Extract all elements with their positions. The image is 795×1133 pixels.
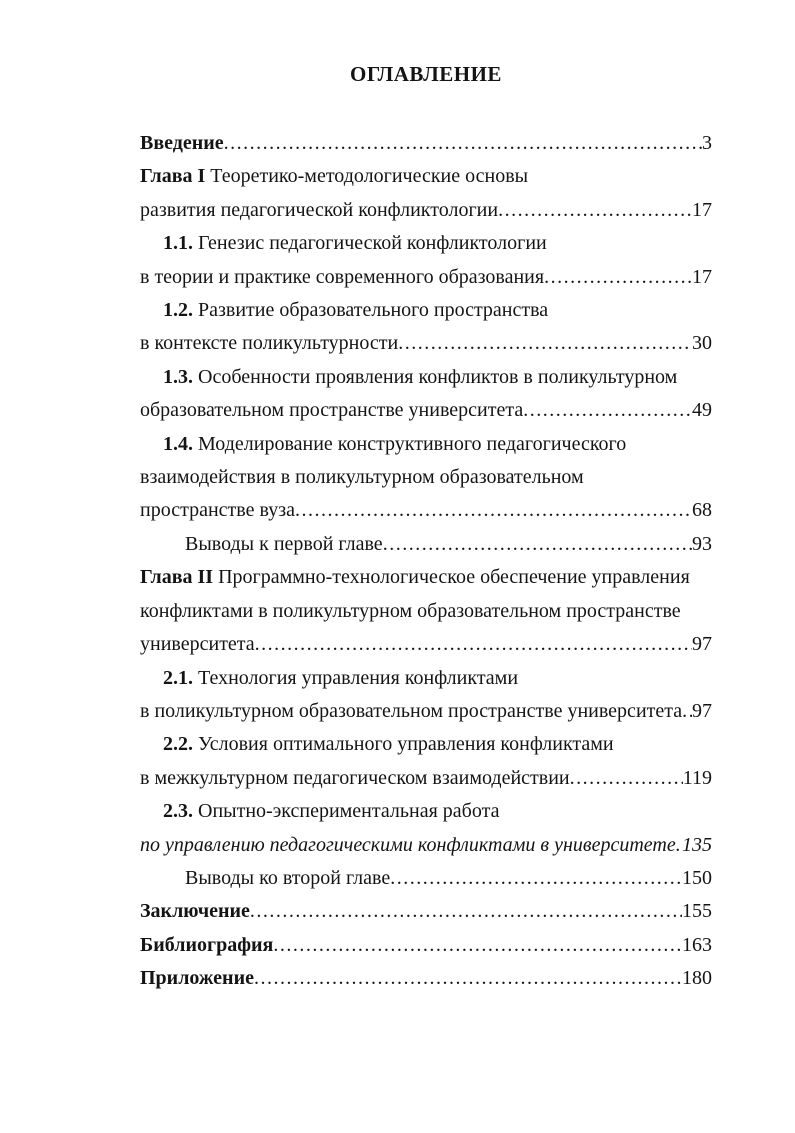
toc-line xyxy=(140,561,712,594)
toc-line xyxy=(140,795,712,828)
dot-leader xyxy=(255,628,692,661)
toc-entry-text: в теории и практике современного образования xyxy=(140,265,545,288)
dot-leader xyxy=(224,127,702,160)
toc-line xyxy=(140,261,712,294)
toc-line xyxy=(140,160,712,193)
dot-leader xyxy=(544,261,692,294)
toc-page-number: 135 xyxy=(682,833,712,856)
toc-page-number: 180 xyxy=(682,967,712,990)
toc-line xyxy=(140,929,712,962)
toc-line xyxy=(140,461,712,494)
dot-leader xyxy=(254,962,682,995)
toc-entry-label: Глава I xyxy=(140,165,206,188)
toc-line xyxy=(140,895,712,928)
toc-entry-text: Особенности проявления конфликтов в поликультурном xyxy=(193,365,678,388)
toc-page-number: 93 xyxy=(692,532,712,555)
toc-entry-text: в межкультурном педагогическом взаимодействии xyxy=(140,766,570,789)
toc-entry-label: Введение xyxy=(140,132,224,154)
toc-entry-text: Условия оптимального управления конфликтами xyxy=(193,733,614,756)
toc-line xyxy=(140,194,712,227)
toc-entry-text: развития педагогической конфликтологии xyxy=(140,198,499,221)
dot-leader xyxy=(498,194,692,227)
toc-line xyxy=(140,695,712,728)
toc-entry-text: пространстве вуза xyxy=(140,499,295,522)
dot-leader xyxy=(682,695,692,728)
toc-line xyxy=(140,862,712,895)
table-of-contents xyxy=(140,127,712,996)
toc-entry-label: 1.4. xyxy=(163,432,193,455)
toc-line xyxy=(140,829,712,862)
toc-entry-label: Глава II xyxy=(140,566,214,589)
dot-leader xyxy=(383,528,692,561)
toc-entry-label: Библиография xyxy=(140,933,274,956)
toc-entry-text: Технология управления конфликтами xyxy=(193,666,519,689)
toc-entry-label: Приложение xyxy=(140,967,254,990)
toc-page-number: 163 xyxy=(682,933,712,956)
toc-line xyxy=(140,662,712,695)
toc-page-number: 3 xyxy=(702,132,712,154)
toc-line xyxy=(140,962,712,995)
toc-entry-text: по управлению педагогическими конфликтами в университете xyxy=(140,833,676,856)
toc-entry-text: в контексте поликультурности xyxy=(140,332,399,355)
toc-line xyxy=(140,294,712,327)
toc-page-number: 119 xyxy=(682,766,712,789)
toc-line xyxy=(140,762,712,795)
toc-entry-text: университета xyxy=(140,633,255,656)
toc-page-number: 68 xyxy=(692,499,712,522)
toc-line xyxy=(140,628,712,661)
toc-entry-text: Опытно-экспериментальная работа xyxy=(193,800,500,823)
toc-line xyxy=(140,327,712,360)
toc-entry-text: в поликультурном образовательном пространстве университета xyxy=(140,699,683,722)
toc-line xyxy=(140,728,712,761)
toc-page-number: 17 xyxy=(692,198,712,221)
dot-leader xyxy=(390,862,682,895)
toc-entry-label: 2.2. xyxy=(163,733,193,756)
toc-line xyxy=(140,528,712,561)
page-title: ОГЛАВЛЕНИЕ xyxy=(350,62,502,86)
toc-entry-label: Заключение xyxy=(140,900,250,923)
toc-entry-text: Развитие образовательного пространства xyxy=(193,299,549,322)
toc-page-number: 17 xyxy=(692,265,712,288)
toc-page-number: 49 xyxy=(692,399,712,422)
toc-page-number: 30 xyxy=(692,332,712,355)
toc-page-number: 155 xyxy=(682,900,712,923)
toc-entry-text: Моделирование конструктивного педагогического xyxy=(193,432,627,455)
dot-leader xyxy=(273,929,682,962)
toc-entry-label: 2.1. xyxy=(163,666,193,689)
toc-entry-text: Программно-технологическое обеспечение управления xyxy=(213,566,690,589)
dot-leader xyxy=(250,895,682,928)
toc-entry-label: 1.2. xyxy=(163,299,193,322)
toc-line xyxy=(140,428,712,461)
toc-entry-text: конфликтами в поликультурном образовательном пространстве xyxy=(140,599,681,622)
dot-leader xyxy=(523,394,692,427)
dot-leader xyxy=(570,762,683,795)
toc-entry-label: 1.1. xyxy=(163,232,193,255)
toc-line xyxy=(140,227,712,260)
toc-entry-text: Теоретико-методологические основы xyxy=(205,165,529,188)
toc-entry-label: 1.3. xyxy=(163,365,193,388)
toc-entry-text: образовательном пространстве университета xyxy=(140,399,524,422)
toc-line xyxy=(140,595,712,628)
toc-entry-text: Выводы ко второй главе xyxy=(185,866,391,889)
toc-entry-label: 2.3. xyxy=(163,800,193,823)
toc-entry-text: Генезис педагогической конфликтологии xyxy=(193,232,547,255)
toc-page-number: 150 xyxy=(682,866,712,889)
dot-leader xyxy=(398,327,692,360)
toc-line xyxy=(140,361,712,394)
toc-entry-text: взаимодействия в поликультурном образовательном xyxy=(140,466,584,489)
toc-line xyxy=(140,127,712,160)
toc-page-number: 97 xyxy=(692,699,712,722)
dot-leader xyxy=(295,494,692,527)
toc-entry-text: Выводы к первой главе xyxy=(185,532,383,555)
toc-line xyxy=(140,494,712,527)
toc-page-number: 97 xyxy=(692,633,712,656)
toc-line xyxy=(140,394,712,427)
